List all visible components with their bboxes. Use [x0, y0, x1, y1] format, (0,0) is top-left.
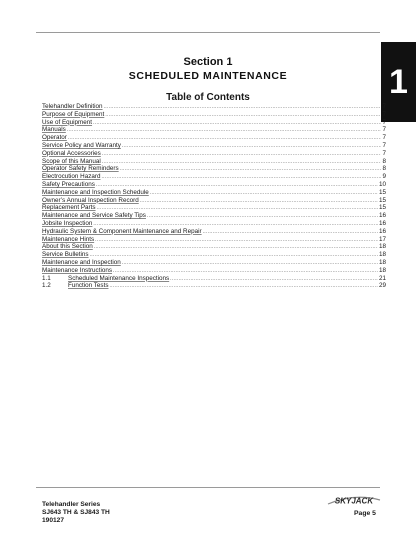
toc-entry[interactable]	[42, 243, 386, 251]
toc-entry-page: 15	[378, 188, 386, 196]
header-rule	[36, 32, 380, 33]
toc-entry[interactable]	[42, 204, 386, 212]
toc-entry-label: Maintenance Hints	[42, 235, 95, 243]
toc-entry-label: Manuals	[42, 126, 66, 134]
toc-entry-label: Owner’s Annual Inspection Record	[42, 196, 139, 204]
toc-entry[interactable]	[42, 150, 386, 158]
toc-entry-page: 8	[382, 157, 386, 165]
toc-entry-label: Purpose of Equipment	[42, 110, 105, 118]
toc-entry[interactable]	[42, 134, 386, 142]
toc-entry-page: 18	[378, 266, 386, 274]
toc-entry-page: 17	[378, 235, 386, 243]
toc-entry-label: Jobsite Inspection	[42, 219, 93, 227]
toc-entry[interactable]	[42, 267, 386, 275]
toc-entry-label: Operator Safety Reminders	[42, 165, 119, 173]
toc-entry[interactable]	[42, 173, 386, 181]
toc-entry[interactable]	[42, 189, 386, 197]
footer-rule	[36, 487, 380, 488]
logo-text: SKYJACK	[334, 496, 374, 506]
footer-models: SJ643 TH & SJ843 TH	[42, 508, 110, 516]
toc-entry-label: Maintenance and Inspection Schedule	[42, 188, 149, 196]
section-tab	[381, 42, 416, 122]
toc-entry-page: 7	[382, 149, 386, 157]
page-number: Page 5	[354, 510, 376, 517]
toc-entry[interactable]	[42, 142, 386, 150]
section-title: SCHEDULED MAINTENANCE	[128, 70, 288, 82]
toc-entry-label: Scope of this Manual	[42, 157, 101, 165]
toc-entry-label: Maintenance Instructions	[42, 266, 113, 274]
toc-entry[interactable]	[42, 158, 386, 166]
toc-entry[interactable]	[42, 181, 386, 189]
toc-entry-label: Telehandler Definition	[42, 103, 103, 110]
toc-entry[interactable]	[42, 275, 386, 283]
toc-entry-page: 9	[382, 173, 386, 181]
toc-entry[interactable]	[42, 282, 386, 290]
toc-entry-label: Operator	[42, 134, 67, 142]
toc-entry[interactable]	[42, 197, 386, 205]
toc-entry-page: 10	[378, 180, 386, 188]
toc-entry[interactable]	[42, 228, 386, 236]
toc-entry-page: 18	[378, 258, 386, 266]
toc-entry-label: Use of Equipment	[42, 118, 93, 126]
toc-entry-label: About this Section	[42, 243, 93, 251]
toc-entry[interactable]	[42, 103, 386, 111]
toc-entry[interactable]	[42, 126, 386, 134]
toc-entry[interactable]	[42, 212, 386, 220]
toc-entry-page: 18	[378, 251, 386, 259]
toc-entry[interactable]	[42, 259, 386, 267]
toc-entry-page: 15	[378, 204, 386, 212]
toc-entry-page: 8	[382, 165, 386, 173]
toc-entry[interactable]	[42, 119, 386, 127]
toc-entry[interactable]	[42, 220, 386, 228]
toc-entry-label: Hydraulic System & Component Maintenance and Repair	[42, 227, 202, 235]
toc-entry-page: 7	[382, 126, 386, 134]
toc-entry-label: Safety Precautions	[42, 180, 95, 188]
footer-code: 190127	[42, 516, 65, 524]
toc-entry[interactable]	[42, 251, 386, 259]
toc-entry-label: Electrocution Hazard	[42, 173, 101, 181]
footer-info	[42, 501, 110, 524]
toc-entry-label: Scheduled Maintenance Inspections	[68, 274, 170, 282]
toc-entry[interactable]	[42, 111, 386, 119]
toc-entry[interactable]	[42, 236, 386, 244]
toc-entry-page: 7	[382, 134, 386, 142]
toc-entry-page: 16	[378, 227, 386, 235]
skyjack-logo	[326, 491, 382, 507]
footer-series: Telehandler Series	[42, 501, 101, 508]
toc-entry-label: Service Bulletins	[42, 251, 89, 259]
toc-entry-label: Replacement Parts	[42, 204, 96, 212]
toc-entry-label: Service Policy and Warranty	[42, 141, 121, 149]
toc-heading: Table of Contents	[166, 92, 250, 103]
section-tab-label: 1	[389, 62, 408, 101]
toc-entry[interactable]	[42, 165, 386, 173]
toc-entry-page: 29	[378, 282, 386, 290]
toc-entry-page: 18	[378, 243, 386, 251]
toc-entry-page: 7	[382, 141, 386, 149]
toc-entry-label: Optional Accessories	[42, 149, 101, 157]
section-number: Section 1	[183, 56, 233, 68]
toc-entry-page: 7	[382, 103, 386, 110]
toc-entry-page: 21	[378, 274, 386, 282]
toc-leader-dots	[109, 282, 378, 291]
toc-entry-page: 7	[382, 118, 386, 126]
toc-entry-page: 16	[378, 219, 386, 227]
toc-entry-label: Maintenance and Inspection	[42, 258, 121, 266]
toc-entry-page: 7	[382, 110, 386, 118]
toc-entry-number: 1.1	[42, 274, 51, 282]
toc-entry-number: 1.2	[42, 282, 51, 290]
table-of-contents	[42, 103, 386, 290]
toc-entry-label: Function Tests	[68, 282, 109, 290]
toc-entry-page: 15	[378, 196, 386, 204]
toc-entry-label: Maintenance and Service Safety Tips	[42, 212, 146, 220]
toc-entry-page: 16	[378, 212, 386, 220]
